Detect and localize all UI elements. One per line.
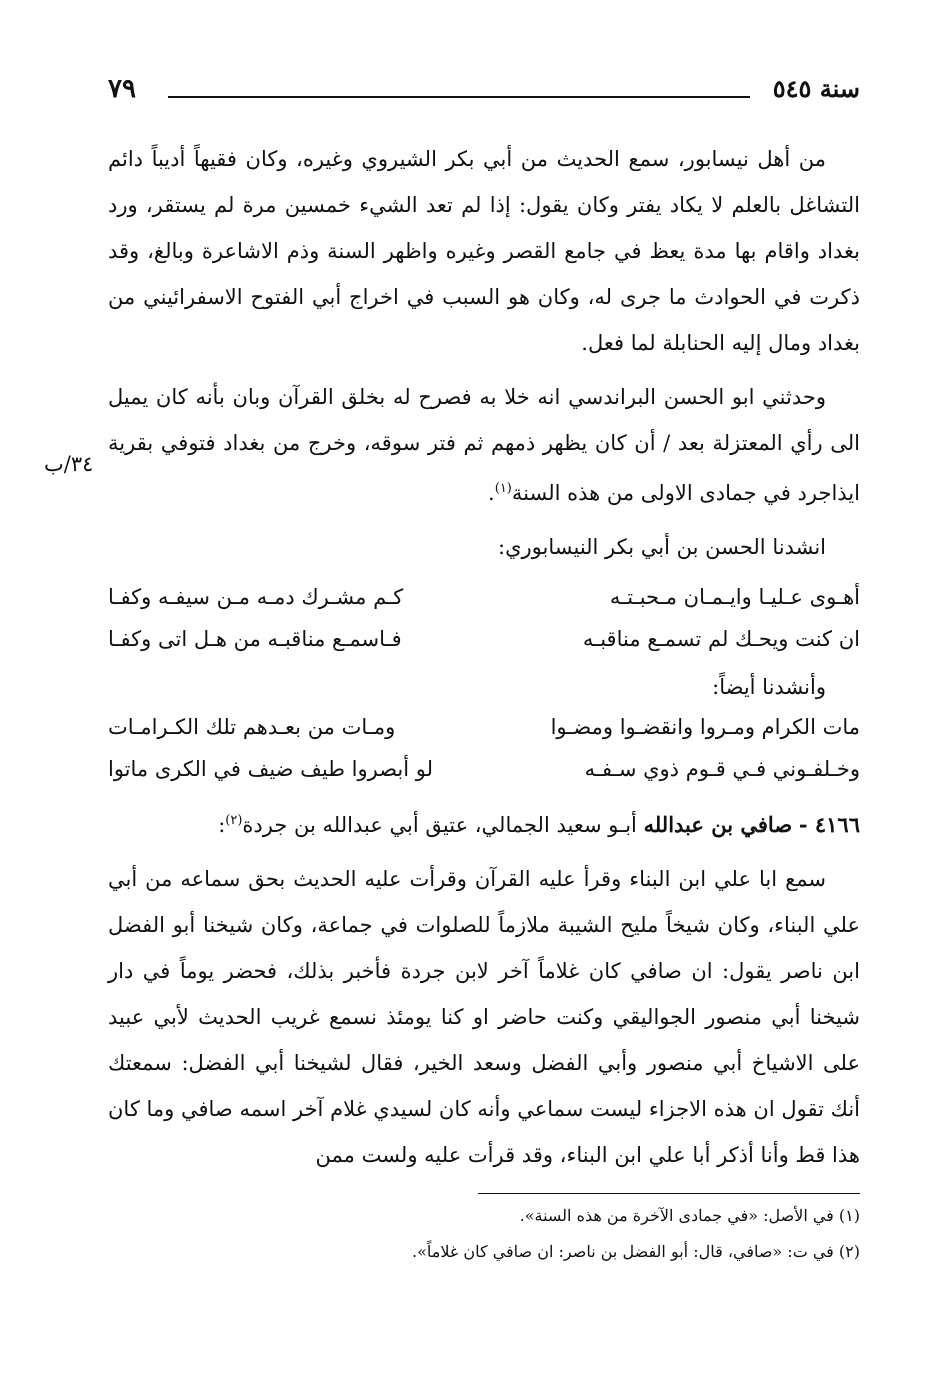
paragraph-1: من أهل نيسابور، سمع الحديث من أبي بكر الشيروي وغيره، وكان فقيهاً أديباً دائم التشاغل بالعلم لا يكاد يفتر وكان يقول: إذا لم تعد الشيء خمسين مرة لم يستقر، ورد بغداد واقام بها مدة يعظ في جامع القصر وغيره واظهر السنة وذم الاشاعرة وبالغ، وقد ذكرت في الحوادث ما جرى له، وكان هو السبب في اخراج أبي الفتوح الاسفرائيني من بغداد ومال إليه الحنابلة لما فعل. bbox=[108, 147, 860, 355]
hemistich: مات الكرام ومـروا وانقضـوا ومضـوا bbox=[550, 715, 860, 739]
main-text bbox=[108, 136, 860, 1178]
footnote-ref-1[interactable]: (١) bbox=[494, 481, 512, 496]
hemistich: ومـات من بعـدهم تلك الكـرامـات bbox=[108, 715, 396, 739]
hemistich: وخـلفـوني فـي قـوم ذوي سـفـه bbox=[584, 757, 860, 781]
poem-2-verse-2 bbox=[108, 748, 860, 790]
paragraph-3: انشدنا الحسن بن أبي بكر النيسابوري: bbox=[498, 535, 826, 559]
header-year: سنة ٥٤٥ bbox=[772, 74, 860, 103]
footnote-rule bbox=[478, 1193, 860, 1194]
poem-1-verse-1 bbox=[108, 576, 860, 618]
page-number: ٧٩ bbox=[108, 74, 136, 104]
footnote-ref-2[interactable]: (٢) bbox=[225, 813, 243, 828]
paragraph-2-text: وحدثني ابو الحسن البراندسي انه خلا به فصرح له بخلق القرآن وبان بأنه كان يميل الى رأي المعتزلة بعد / أن كان يظهر ذمهم ثم فتر سوقه، وخرج من بغداد فتوفي بقرية ايذاجرد في جمادى الاولى من هذه السنة bbox=[108, 385, 860, 505]
paragraph-4: وأنشدنا أيضاً: bbox=[712, 675, 826, 699]
hemistich: فـاسمـع مناقبـه من هـل اتى وكفـا bbox=[108, 627, 402, 651]
hemistich: كـم مشـرك دمـه مـن سيفـه وكفـا bbox=[108, 585, 404, 609]
hemistich: لو أبصروا طيف ضيف في الكرى ماتوا bbox=[108, 757, 434, 781]
header-rule bbox=[168, 96, 750, 98]
poem-2 bbox=[108, 706, 860, 790]
entry-heading bbox=[108, 798, 860, 848]
poem-1 bbox=[108, 576, 860, 660]
poem-1-verse-2 bbox=[108, 618, 860, 660]
entry-description: أبـو سعيد الجمالي، عتيق أبي عبدالله بن جردة bbox=[242, 813, 637, 837]
paragraph-2 bbox=[108, 374, 860, 516]
footnote-2: (٢) في ت: «صافي، قال: أبو الفضل بن ناصر: ان صافي كان غلاماً». bbox=[412, 1242, 860, 1261]
hemistich: أهـوى عـليـا وايـمـان مـحبـتـه bbox=[609, 585, 860, 609]
entry-name: صافي بن عبدالله bbox=[643, 812, 793, 837]
running-header bbox=[108, 72, 860, 112]
paragraph-2-end: . bbox=[488, 481, 495, 505]
paragraph-5: سمع ابا علي ابن البناء وقرأ عليه القرآن وقرأت عليه الحديث بحق سماعه من أبي علي البناء، وكان شيخاً مليح الشيبة ملازماً للصلوات في جماعة، وكان شيخنا أبو الفضل ابن ناصر يقول: ان صافي كان غلاماً آخر لابن جردة فأخبر بذلك، فحضر يوماً في دار شيخنا أبي منصور الجواليقي وكنت حاضر او كنا يومئذ نسمع غريب الحديث لأبي عبيد على الاشياخ أبي منصور وأبي الفضل وسعد الخير، فقال لشيخنا أبي الفضل: سمعتك أنك تقول ان هذه الاجزاء ليست سماعي وأنه كان لسيدي غلام آخر اسمه صافي وما كان هذا قط وأنا أذكر أبا علي ابن البناء، وقد قرأت عليه ولست ممن bbox=[108, 867, 860, 1167]
hemistich: ان كنت ويحـك لم تسمـع مناقبـه bbox=[582, 627, 860, 651]
entry-heading-end: : bbox=[218, 813, 226, 837]
margin-folio-note: ٣٤/ب bbox=[44, 452, 94, 476]
footnote-1: (١) في الأصل: «في جمادى الآخرة من هذه السنة». bbox=[519, 1206, 860, 1225]
entry-number: ٤١٦٦ - bbox=[798, 812, 860, 837]
footnotes bbox=[160, 1198, 860, 1270]
poem-2-verse-1 bbox=[108, 706, 860, 748]
